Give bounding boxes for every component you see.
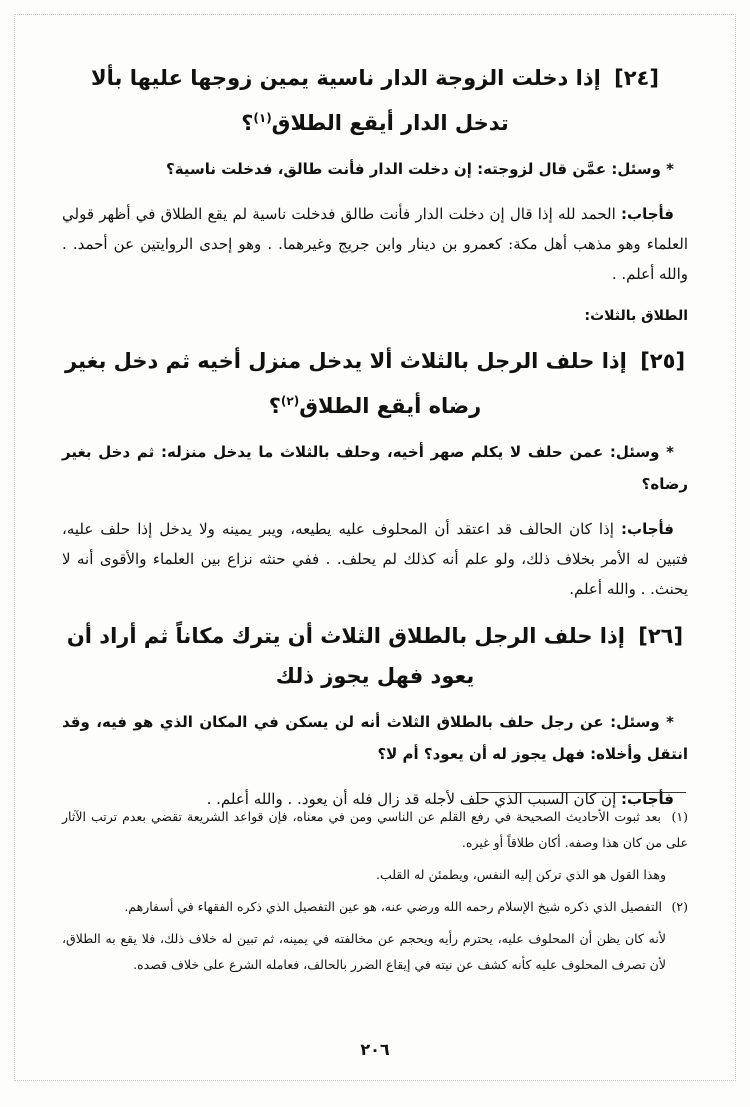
title-end: ؟ <box>241 111 254 135</box>
subheading: الطلاق بالثلاث: <box>584 308 688 324</box>
footnote-2 <box>62 894 688 920</box>
section-24-question: * وسئل: عمَّن قال لزوجته: إن دخلت الدار فأنت طالق، فدخلت ناسية؟ <box>166 160 674 178</box>
footnote-divider <box>476 792 686 793</box>
page-border-bottom <box>14 1080 736 1081</box>
page-border-top <box>14 14 736 15</box>
footnote-ref[interactable]: (٢) <box>280 394 300 408</box>
footnote-1 <box>62 804 688 856</box>
footnote-ref[interactable]: (١) <box>253 111 272 125</box>
section-title: إذا حلف الرجل بالطلاق الثلاث أن يترك مكاناً ثم أراد أن يعود فهل يجوز ذلك <box>66 624 625 688</box>
footnote-2-continuation: لأنه كان يظن أن المحلوف عليه، يحترم رأيه ويحجم عن مخالفته في يمينه، ثم تبين له خلاف ذلك، فلا يقع به الطلاق، لأن تصرف المحلوف عليه كأنه كشف عن نيته في إيقاع الضرر بالحالف، فعامله الشرع على خلاف قصده. <box>62 931 666 972</box>
footnote-1-continuation: وهذا القول هو الذي تركن إليه النفس، ويطمئن له القلب. <box>376 867 666 882</box>
answer-text: إذا كان الحالف قد اعتقد أن المحلوف عليه يطيعه، ويبر يمينه ولا يدخل إذا حلف عليه، فتبين له الأمر بخلاف ذلك، ولو علم أنه كذلك لم يحلف. . ففي حنثه نزاع بين العلماء والأقوى أنه لا يحنث. . والله أعلم. <box>62 520 688 598</box>
section-25-question: * وسئل: عمن حلف لا يكلم صهر أخيه، وحلف بالثلاث ما يدخل منزله: ثم دخل بغير رضاه؟ <box>62 443 688 493</box>
answer-label: فأجاب: <box>621 520 674 538</box>
title-end: ؟ <box>268 394 281 418</box>
footnotes <box>62 804 688 984</box>
footnote-text: التفصيل الذي ذكره شيخ الإسلام رحمه الله ورضي عنه، هو عين التفصيل الذي ذكره الفقهاء في أسفارهم. <box>124 899 663 914</box>
answer-text: الحمد لله إذا قال إن دخلت الدار فأنت طالق فدخلت ناسية لم يقع الطلاق في أظهر قولي العلماء وهو مذهب أهل مكة: كعمرو بن دينار وابن جريج وغيرهما. . وهو إحدى الروايتين عن أحمد. . والله أعلم. . <box>62 205 688 283</box>
page-border-right <box>735 14 736 1081</box>
section-title: إذا حلف الرجل بالثلاث ألا يدخل منزل أخيه ثم دخل بغير رضاه أيقع الطلاق <box>64 349 627 418</box>
section-title: إذا دخلت الزوجة الدار ناسية يمين زوجها عليها بألا تدخل الدار أيقع الطلاق <box>91 66 601 135</box>
section-25-answer <box>62 514 688 604</box>
page-border-left <box>14 14 15 1081</box>
answer-text: إن كان السبب الذي حلف لأجله قد زال فله أن يعود. . والله أعلم. . <box>206 790 617 808</box>
main-text <box>62 58 688 826</box>
footnote-number: (١) <box>671 809 688 824</box>
section-number: [٢٦] <box>638 624 684 648</box>
section-number: [٢٥] <box>640 349 686 373</box>
section-26-heading <box>62 616 688 696</box>
answer-label: فأجاب: <box>621 205 674 223</box>
section-number: [٢٤] <box>614 66 659 90</box>
footnote-number: (٢) <box>671 899 688 914</box>
page-number: ٢٠٦ <box>360 1040 390 1059</box>
section-24-answer <box>62 199 688 289</box>
section-24-heading <box>62 58 688 143</box>
section-26-question: * وسئل: عن رجل حلف بالطلاق الثلاث أنه لن يسكن في المكان الذي هو فيه، وقد انتقل وأخلاه: فهل يجوز له أن يعود؟ أم لا؟ <box>62 713 688 763</box>
footnote-text: بعد ثبوت الأحاديث الصحيحة في رفع القلم عن الناسي ومن في معناه، فإن قواعد الشريعة تقضي بعدم ترتب الآثار على من كان هذا وصفه. أكان طلاقاً أو غيره. <box>62 809 688 850</box>
section-25-heading <box>62 341 688 426</box>
answer-label: فأجاب: <box>621 790 674 808</box>
